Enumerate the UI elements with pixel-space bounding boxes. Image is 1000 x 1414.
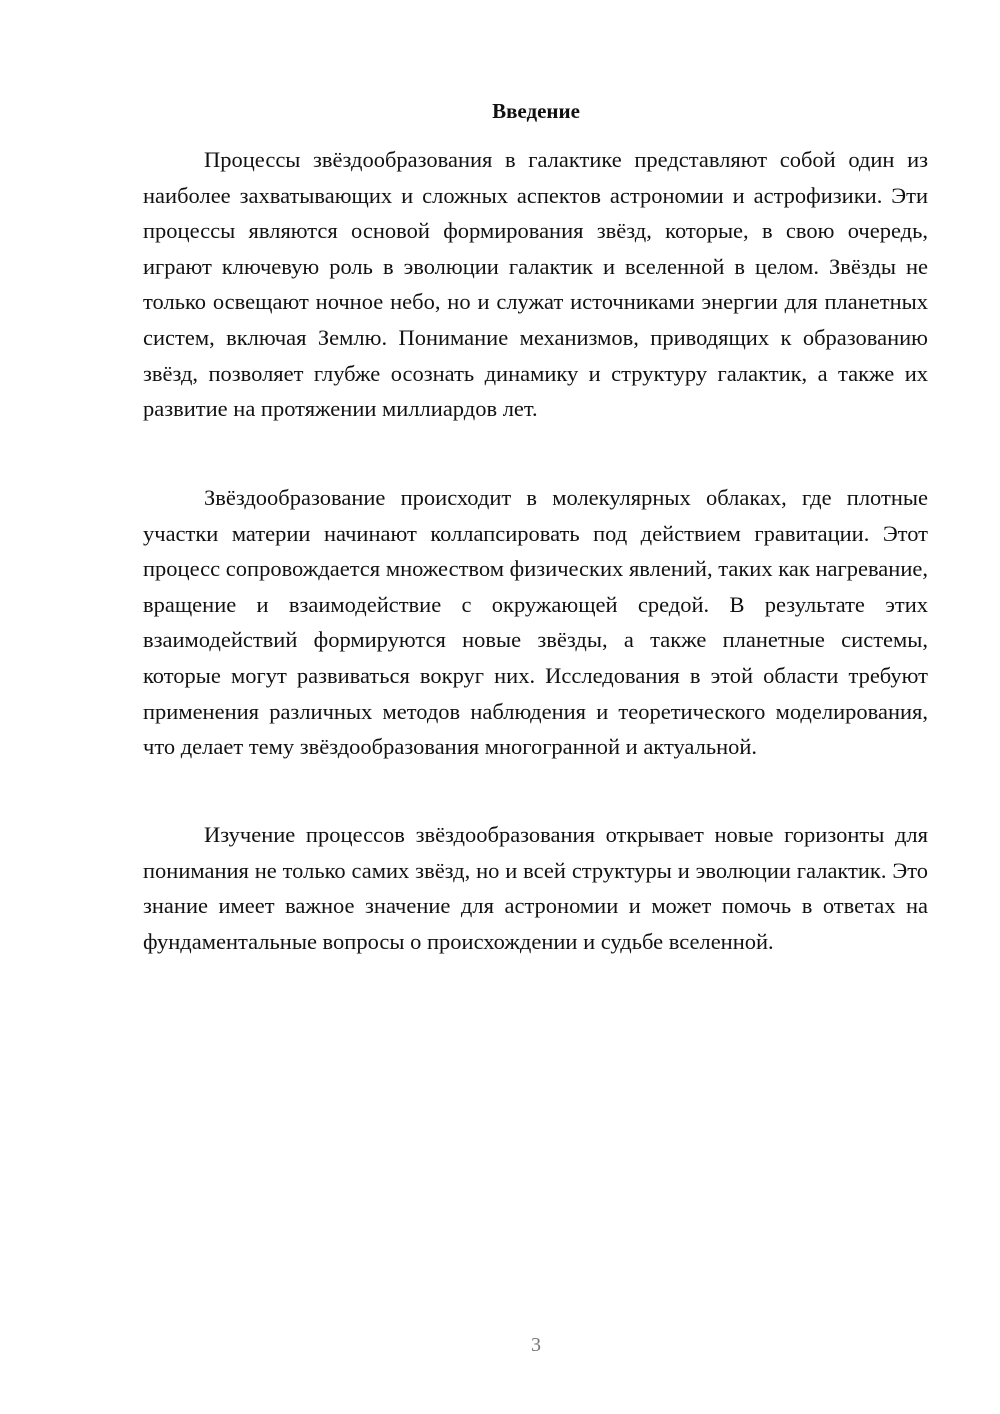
paragraph-3-text: Изучение процессов звёздообразования открывает новые горизонты для понимания не только самих звёзд, но и всей структуры и эволюции галактик. Это знание имеет важное значение для астрономии и может помочь в ответах на фундаментальные вопросы о происхождении и судьбе вселенной. [143,822,928,954]
page-number: 3 [531,1334,541,1356]
paragraph-3 [143,817,928,959]
paragraph-2 [143,480,928,765]
page-heading: Введение [492,99,580,123]
paragraph-1-text: Процессы звёздообразования в галактике представляют собой один из наиболее захватывающих и сложных аспектов астрономии и астрофизики. Эти процессы являются основой формирования звёзд, которые, в свою очередь, играют ключевую роль в эволюции галактик и вселенной в целом. Звёзды не только освещают ночное небо, но и служат источниками энергии для планетных систем, включая Землю. Понимание механизмов, приводящих к образованию звёзд, позволяет глубже осознать динамику и структуру галактик, а также их развитие на протяжении миллиардов лет. [143,147,928,422]
paragraph-2-text: Звёздообразование происходит в молекулярных облаках, где плотные участки материи начинают коллапсировать под действием гравитации. Этот процесс сопровождается множеством физических явлений, таких как нагревание, вращение и взаимодействие с окружающей средой. В результате этих взаимодействий формируются новые звёзды, а также планетные системы, которые могут развиваться вокруг них. Исследования в этой области требуют применения различных методов наблюдения и теоретического моделирования, что делает тему звёздообразования многогранной и актуальной. [143,485,928,760]
paragraph-1 [143,142,928,427]
